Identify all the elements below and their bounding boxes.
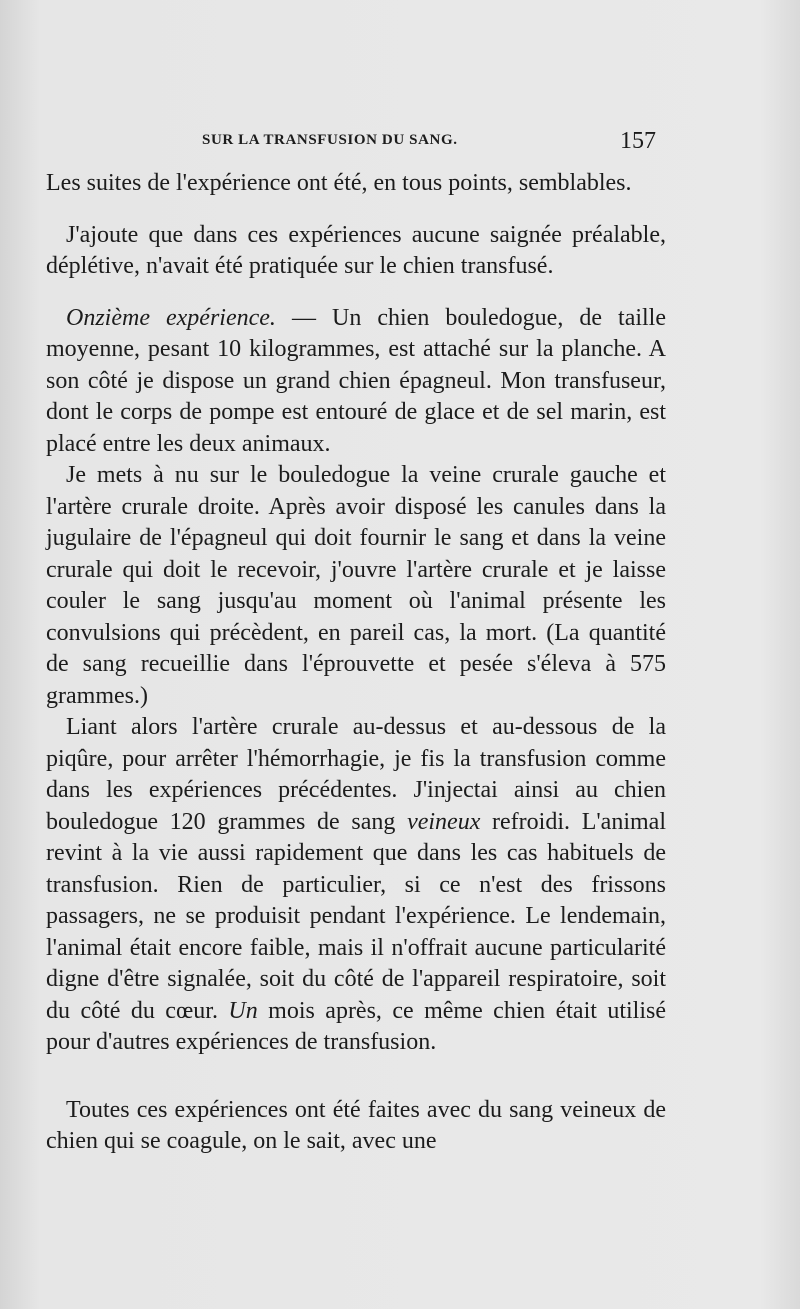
paragraph-3 [46,303,666,461]
running-head [46,128,660,158]
paragraph-1 [46,168,666,200]
paragraph-4-text: Je mets à nu sur le bouledogue la veine crurale gauche et l'artère crurale droite. Après avoir disposé les canules dans la jugulaire de l'épagneul qui doit fournir le sang et dans la veine crurale qui doit le recevoir, j'ouvre l'artère crurale et je laisse couler le sang jusqu'au moment où l'animal présente les convulsions qui précèdent, en pareil cas, la mort. (La quantité de sang recueillie dans l'éprouvette et pesée s'éleva à 575 grammes.) [46,462,666,709]
paragraph-6 [46,1095,666,1158]
paragraph-5-italic: veineux [407,808,481,835]
experiment-heading: Onzième expérience. [66,304,276,331]
paragraph-5 [46,712,666,1059]
paragraph-2-text: J'ajoute que dans ces expériences aucune saignée préalable, déplétive, n'avait été pratiquée sur le chien transfusé. [46,221,666,279]
paragraph-6-text: Toutes ces expériences ont été faites avec du sang veineux de chien qui se coagule, on le sait, avec une [46,1096,666,1154]
paragraph-2 [46,220,666,283]
paragraph-1-text: Les suites de l'expérience ont été, en tous points, semblables. [46,170,632,196]
body-text [46,168,666,1158]
paragraph-3-text: — Un chien bouledogue, de taille moyenne, pesant 10 kilogrammes, est attaché sur la planche. A son côté je dispose un grand chien épagneul. Mon transfuseur, dont le corps de pompe est entouré de glace et de sel marin, est placé entre les deux animaux. [46,304,667,457]
paragraph-5-italic-2: Un [228,997,258,1024]
paragraph-4 [46,460,666,712]
running-title: SUR LA TRANSFUSION DU SANG. [202,132,458,148]
paragraph-5-text-after: refroidi. L'animal revint à la vie aussi rapidement que dans les cas habituels de transfusion. Rien de particulier, si ce n'est des frissons passagers, ne se produisit pendant l'expérience. Le lendemain, l'animal était encore faible, mais il n'offrait aucune particularité digne d'être signalée, soit du côté de l'appareil respiratoire, soit du côté du cœur. [46,808,666,1024]
paragraph-5-text-before: Liant alors l'artère crurale au-dessus et au-dessous de la piqûre, pour arrêter l'hémorrhagie, je fis la transfusion comme dans les expériences précédentes. J'injectai ainsi au chien bouledogue 120 grammes de sang [46,714,666,835]
page-number: 157 [620,128,656,154]
paragraph-5-text-end: mois après, ce même chien était utilisé pour d'autres expériences de transfusion. [46,997,667,1055]
